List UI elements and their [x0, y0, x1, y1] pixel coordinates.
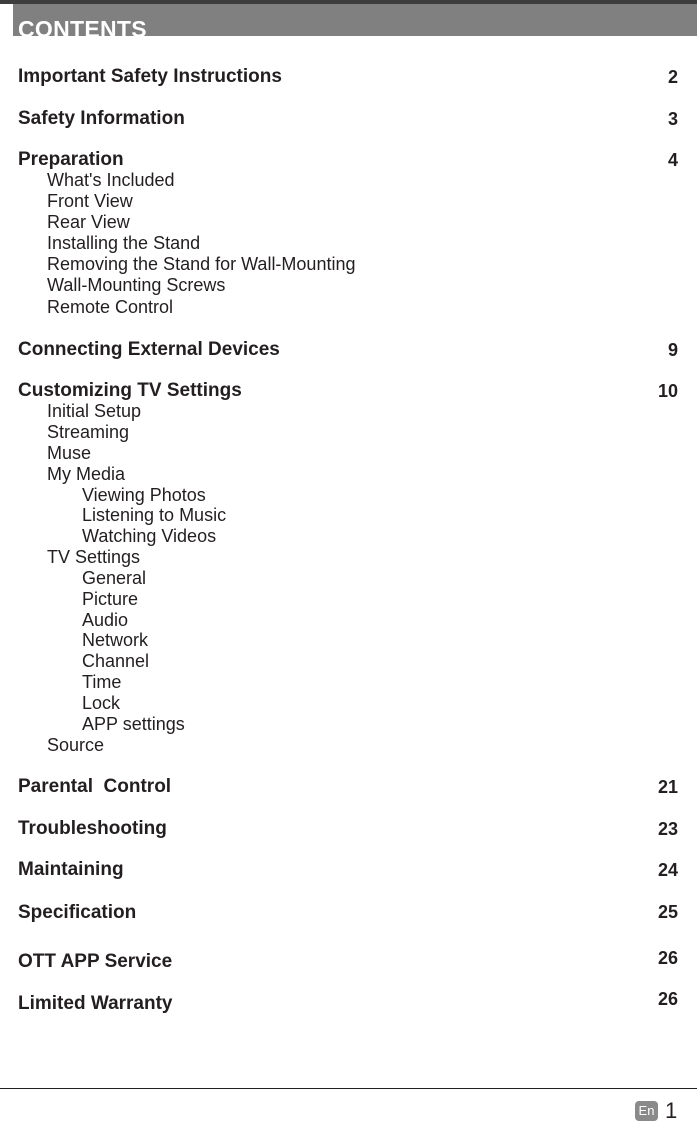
toc-subentry-time[interactable]: Time [82, 672, 122, 692]
toc-entry-parental-control[interactable]: Parental Control [18, 776, 172, 797]
toc-subentry-listening-music[interactable]: Listening to Music [82, 505, 227, 525]
footer-rule [0, 1088, 697, 1089]
toc-entry-customizing-tv[interactable]: Customizing TV Settings [18, 380, 242, 401]
toc-entry-limited-warranty[interactable]: Limited Warranty [18, 993, 173, 1014]
toc-subentry-network[interactable]: Network [82, 630, 149, 650]
toc-subentry-tv-settings[interactable]: TV Settings [47, 547, 141, 567]
toc-subentry-front-view[interactable]: Front View [47, 191, 133, 211]
toc-subentry-muse[interactable]: Muse [47, 443, 92, 463]
toc-entry-connecting-devices[interactable]: Connecting External Devices [18, 339, 280, 360]
contents-header [13, 4, 697, 42]
toc-page-customizing-tv: 10 [657, 381, 678, 401]
toc-page-connecting-devices: 9 [667, 340, 678, 360]
toc-subentry-wall-mounting-screws[interactable]: Wall-Mounting Screws [47, 275, 226, 295]
toc-subentry-initial-setup[interactable]: Initial Setup [47, 401, 142, 421]
toc-page-limited-warranty: 26 [657, 989, 678, 1009]
toc-page-preparation: 4 [667, 150, 678, 170]
toc-entry-specification[interactable]: Specification [18, 902, 137, 923]
toc-entry-important-safety[interactable]: Important Safety Instructions [18, 66, 282, 87]
toc-subentry-viewing-photos[interactable]: Viewing Photos [82, 485, 206, 505]
toc-subentry-whats-included[interactable]: What's Included [47, 170, 175, 190]
toc-page-maintaining: 24 [657, 860, 678, 880]
toc-subentry-removing-stand[interactable]: Removing the Stand for Wall-Mounting [47, 254, 356, 274]
toc-subentry-remote-control[interactable]: Remote Control [47, 297, 174, 317]
toc-page-troubleshooting: 23 [657, 819, 678, 839]
toc-entry-maintaining[interactable]: Maintaining [18, 859, 124, 880]
toc-subentry-channel[interactable]: Channel [82, 651, 150, 671]
toc-entry-preparation[interactable]: Preparation [18, 149, 124, 170]
toc-page-parental-control: 21 [657, 777, 678, 797]
toc-page-important-safety: 2 [667, 67, 678, 87]
contents-title: CONTENTS [18, 16, 147, 42]
toc-entry-safety-information[interactable]: Safety Information [18, 108, 185, 129]
page-number: 1 [665, 1098, 678, 1123]
toc-subentry-my-media[interactable]: My Media [47, 464, 126, 484]
toc-page-specification: 25 [657, 902, 678, 922]
toc-entry-troubleshooting[interactable]: Troubleshooting [18, 818, 167, 839]
toc-page-ott-app-service: 26 [657, 948, 678, 968]
toc-subentry-lock[interactable]: Lock [82, 693, 121, 713]
toc-page-safety-information: 3 [667, 109, 678, 129]
toc-subentry-app-settings[interactable]: APP settings [82, 714, 185, 734]
toc-subentry-audio[interactable]: Audio [82, 610, 129, 630]
toc-subentry-picture[interactable]: Picture [82, 589, 139, 609]
toc-entry-ott-app-service[interactable]: OTT APP Service [18, 951, 173, 972]
toc-subentry-source[interactable]: Source [47, 735, 105, 755]
toc-subentry-streaming[interactable]: Streaming [47, 422, 130, 442]
toc-subentry-watching-videos[interactable]: Watching Videos [82, 526, 217, 546]
language-badge: En [635, 1101, 658, 1121]
toc-subentry-general[interactable]: General [82, 568, 147, 588]
toc-subentry-installing-stand[interactable]: Installing the Stand [47, 233, 201, 253]
toc-subentry-rear-view[interactable]: Rear View [47, 212, 130, 232]
